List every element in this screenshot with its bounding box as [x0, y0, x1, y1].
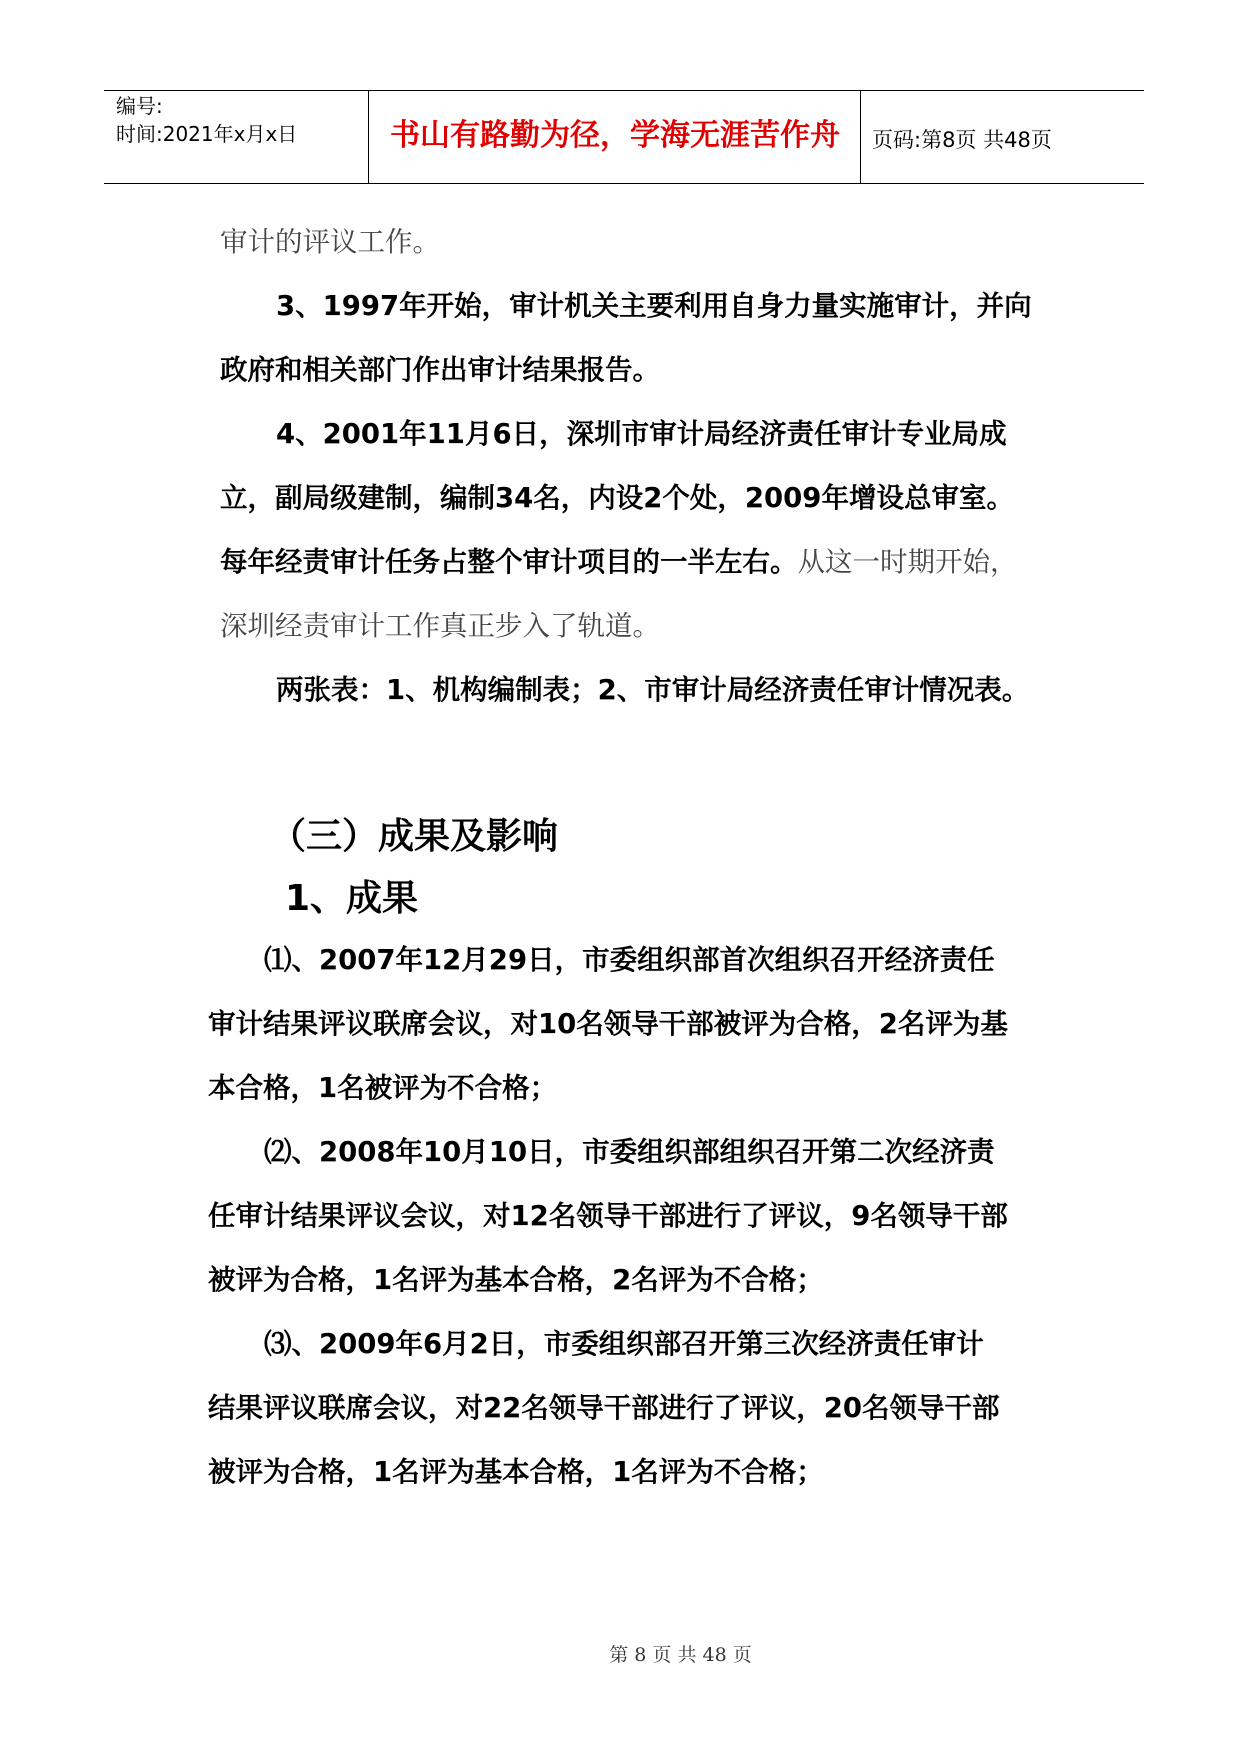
- header-bottom-rule: [104, 183, 1144, 184]
- result1-line3: 本合格，1名被评为不合格；: [208, 1072, 558, 1104]
- paragraph-item4-line3: [220, 530, 1080, 594]
- header-motto: 书山有路勤为径，学海无涯苦作舟: [390, 118, 840, 153]
- result2-line1: ⑵、2008年10月10日，市委组织部组织召开第二次经济责: [264, 1136, 995, 1168]
- result1-line2: 审计结果评议联席会议，对10名领导干部被评为合格，2名评为基: [208, 1008, 1008, 1040]
- page-footer: 第 8 页 共 48 页: [609, 1644, 752, 1666]
- paragraph-item3-line2: 政府和相关部门作出审计结果报告。: [220, 354, 660, 386]
- result3-line1: ⑶、2009年6月2日，市委组织部召开第三次经济责任审计: [264, 1328, 984, 1360]
- paragraph-item4-line1: 4、2001年11月6日，深圳市审计局经济责任审计专业局成: [276, 418, 1007, 450]
- result3-line3: 被评为合格，1名评为基本合格，1名评为不合格；: [208, 1456, 824, 1488]
- result2-line3: 被评为合格，1名评为基本合格，2名评为不合格；: [208, 1264, 824, 1296]
- result3-line2: 结果评议联席会议，对22名领导干部进行了评议，20名领导干部: [208, 1392, 1000, 1424]
- paragraph-item4-line2: 立，副局级建制，编制34名，内设2个处，2009年增设总审室。: [220, 482, 1014, 514]
- paragraph-item3-line1: 3、1997年开始，审计机关主要利用自身力量实施审计，并向: [276, 290, 1032, 322]
- paragraph-item4-line3-bold: 每年经责审计任务占整个审计项目的一半左右。: [220, 546, 798, 578]
- paragraph-continuation: 审计的评议工作。: [220, 226, 440, 258]
- section-title: （三）成果及影响: [270, 816, 559, 857]
- header-top-rule: [104, 90, 1144, 91]
- header-divider-right: [860, 90, 861, 184]
- header-page-label: 页码:第8页 共48页: [872, 128, 1052, 152]
- header-divider-left: [368, 90, 369, 184]
- body-text: [220, 210, 1080, 722]
- result2-line2: 任审计结果评议会议，对12名领导干部进行了评议，9名领导干部: [208, 1200, 1008, 1232]
- document-number-label: 编号:: [116, 94, 163, 118]
- results-text: [208, 928, 1088, 1504]
- paragraph-item4-line4: 深圳经责审计工作真正步入了轨道。: [220, 610, 660, 642]
- paragraph-item4-line3-light: 从这一时期开始，: [797, 546, 1018, 578]
- header-meta: [116, 92, 297, 148]
- section-subtitle: 1、成果: [285, 878, 419, 919]
- document-time-label: 时间:2021年x月x日: [116, 122, 298, 146]
- result1-line1: ⑴、2007年12月29日，市委组织部首次组织召开经济责任: [264, 944, 995, 976]
- paragraph-tables: 两张表：1、机构编制表；2、市审计局经济责任审计情况表。: [276, 674, 1030, 706]
